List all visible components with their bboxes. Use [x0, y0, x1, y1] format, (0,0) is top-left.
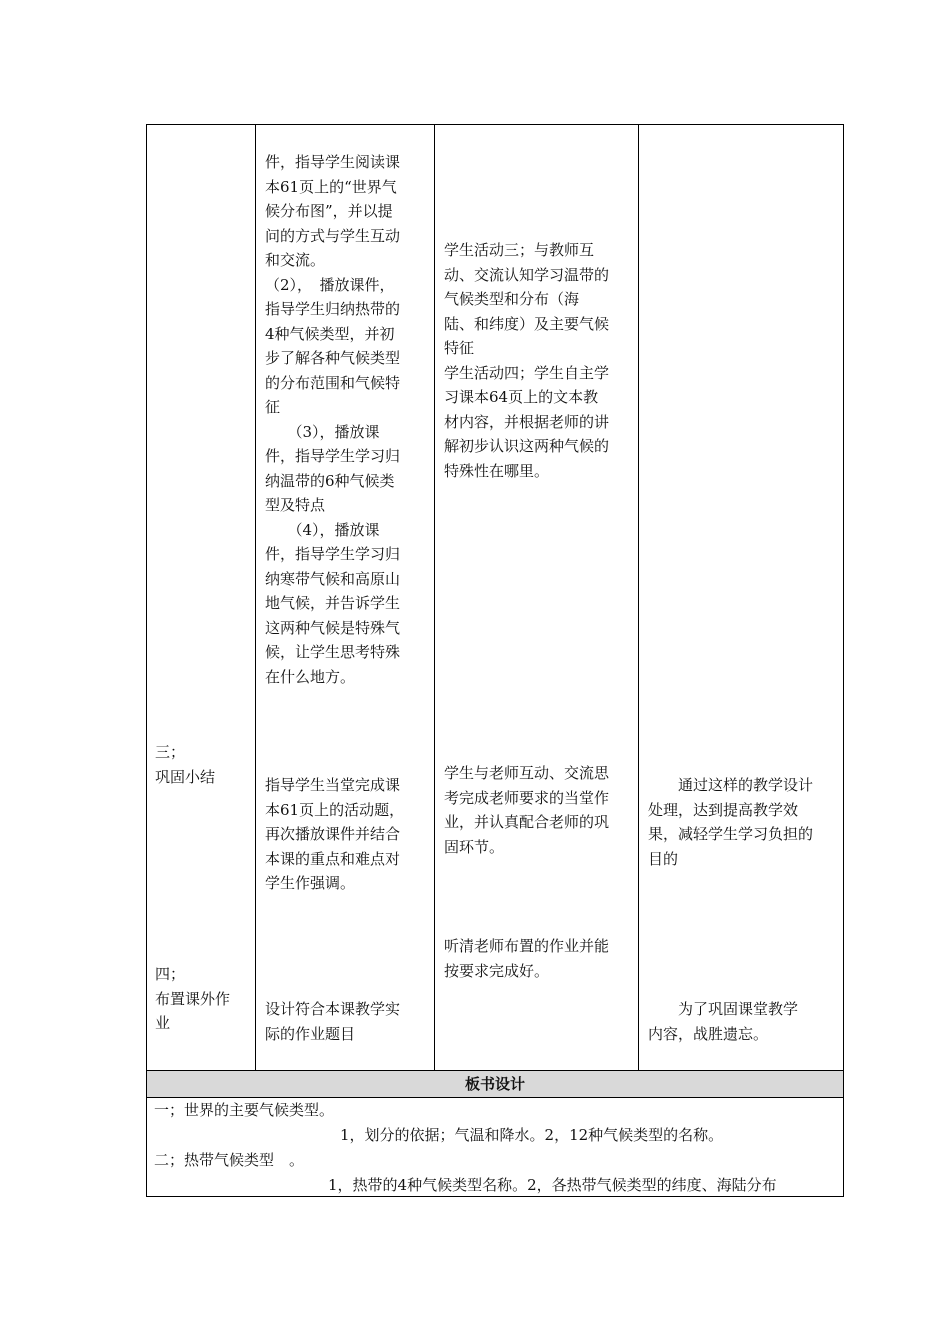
cell-text-line: 本课的重点和难点对	[265, 849, 401, 868]
cell-text-line: 地气候，并告诉学生	[265, 594, 401, 612]
cell-text-line: 为了巩固课堂教学	[648, 1000, 799, 1018]
student-consolidate-cell	[444, 761, 630, 859]
cell-text-line: 内容，战胜遗忘。	[648, 1024, 769, 1043]
teacher-consolidate-cell	[265, 773, 426, 896]
cell-text-line: 动、交流认知学习温带的	[444, 265, 610, 284]
cell-text-line: 型及特点	[265, 496, 326, 514]
cell-text-line: 学生作强调。	[265, 874, 356, 892]
cell-text-line: 候，让学生思考特殊	[265, 643, 401, 661]
cell-text-line: 习课本64页上的文本教	[444, 388, 599, 406]
intent-consolidate-cell	[648, 773, 836, 871]
cell-text-line: 材内容，并根据老师的讲	[444, 412, 610, 431]
cell-text-line: 听清老师布置的作业并能	[444, 937, 610, 955]
cell-text-line: （2）， 播放课件，	[265, 275, 395, 294]
cell-text-line: 件，指导学生学习归	[265, 447, 401, 465]
column-divider	[434, 124, 435, 1070]
cell-text-line: 特征	[444, 339, 475, 357]
cell-text-line: （4），播放课	[265, 520, 380, 539]
cell-text-line: 固环节。	[444, 837, 505, 856]
section-4-label	[155, 962, 230, 1036]
cell-text-line: 本61页上的活动题，	[265, 800, 405, 819]
cell-text-line: 候分布图”，并以提	[265, 202, 393, 220]
section-4-subtitle: 布置课外作	[155, 989, 231, 1008]
section-3-label	[155, 740, 215, 789]
board-design-title: 板书设计	[464, 1075, 525, 1093]
student-homework-cell	[444, 934, 630, 983]
cell-text-line: 解初步认识这两种气候的	[444, 437, 610, 455]
cell-text-line: 指导学生当堂完成课	[265, 776, 401, 794]
row-divider	[146, 1097, 844, 1098]
board-line-3: 二；热带气候类型 。	[154, 1151, 305, 1169]
intent-homework-cell	[648, 997, 836, 1046]
cell-text-line: 学生与老师互动、交流思	[444, 764, 610, 782]
cell-text-line: 按要求完成好。	[444, 961, 550, 980]
cell-text-line: 指导学生归纳热带的	[265, 300, 401, 318]
cell-text-line: 果，减轻学生学习负担的	[648, 825, 814, 843]
column-divider	[638, 124, 639, 1070]
cell-text-line: 通过这样的教学设计	[648, 776, 814, 794]
cell-text-line: 纳寒带气候和高原山	[265, 569, 401, 588]
cell-text-line: 考完成老师要求的当堂作	[444, 788, 610, 807]
board-line-4: 1，热带的4种气候类型名称。2，各热带气候类型的纬度、海陆分布	[328, 1176, 777, 1194]
board-line-2: 1，划分的依据；气温和降水。2，12种气候类型的名称。	[340, 1126, 724, 1144]
cell-text-line: 的分布范围和气候特	[265, 373, 401, 392]
student-activity-cell	[444, 238, 630, 483]
section-3-title: 三；	[155, 743, 186, 761]
cell-text-line: 4种气候类型，并初	[265, 324, 395, 343]
cell-text-line: （3），播放课	[265, 422, 380, 441]
cell-text-line: 业，并认真配合老师的巩	[444, 813, 610, 831]
cell-text-line: 学生活动四；学生自主学	[444, 363, 610, 382]
cell-text-line: 和交流。	[265, 251, 326, 269]
cell-text-line: 这两种气候是特殊气	[265, 618, 401, 637]
board-line-1: 一；世界的主要气候类型。	[154, 1101, 335, 1119]
cell-text-line: 再次播放课件并结合	[265, 825, 401, 843]
teacher-homework-cell	[265, 997, 426, 1046]
section-4-subtitle: 业	[155, 1014, 171, 1032]
cell-text-line: 设计符合本课教学实	[265, 1000, 401, 1018]
cell-text-line: 目的	[648, 849, 679, 868]
cell-text-line: 件，指导学生学习归	[265, 545, 401, 563]
cell-text-line: 步了解各种气候类型	[265, 349, 401, 367]
cell-text-line: 件，指导学生阅读课	[265, 153, 401, 171]
cell-text-line: 在什么地方。	[265, 667, 356, 686]
column-divider	[255, 124, 256, 1070]
cell-text-line: 学生活动三；与教师互	[444, 241, 595, 259]
cell-text-line: 处理，达到提高教学效	[648, 800, 799, 819]
cell-text-line: 特殊性在哪里。	[444, 461, 550, 480]
section-3-subtitle: 巩固小结	[155, 767, 216, 786]
cell-text-line: 本61页上的“世界气	[265, 177, 397, 196]
teacher-activity-cell	[265, 150, 426, 689]
cell-text-line: 气候类型和分布（海	[444, 290, 580, 308]
cell-text-line: 问的方式与学生互动	[265, 226, 401, 245]
cell-text-line: 陆、和纬度）及主要气候	[444, 314, 610, 333]
section-4-title: 四；	[155, 965, 186, 983]
cell-text-line: 征	[265, 398, 281, 416]
cell-text-line: 际的作业题目	[265, 1024, 356, 1043]
cell-text-line: 纳温带的6种气候类	[265, 471, 395, 490]
